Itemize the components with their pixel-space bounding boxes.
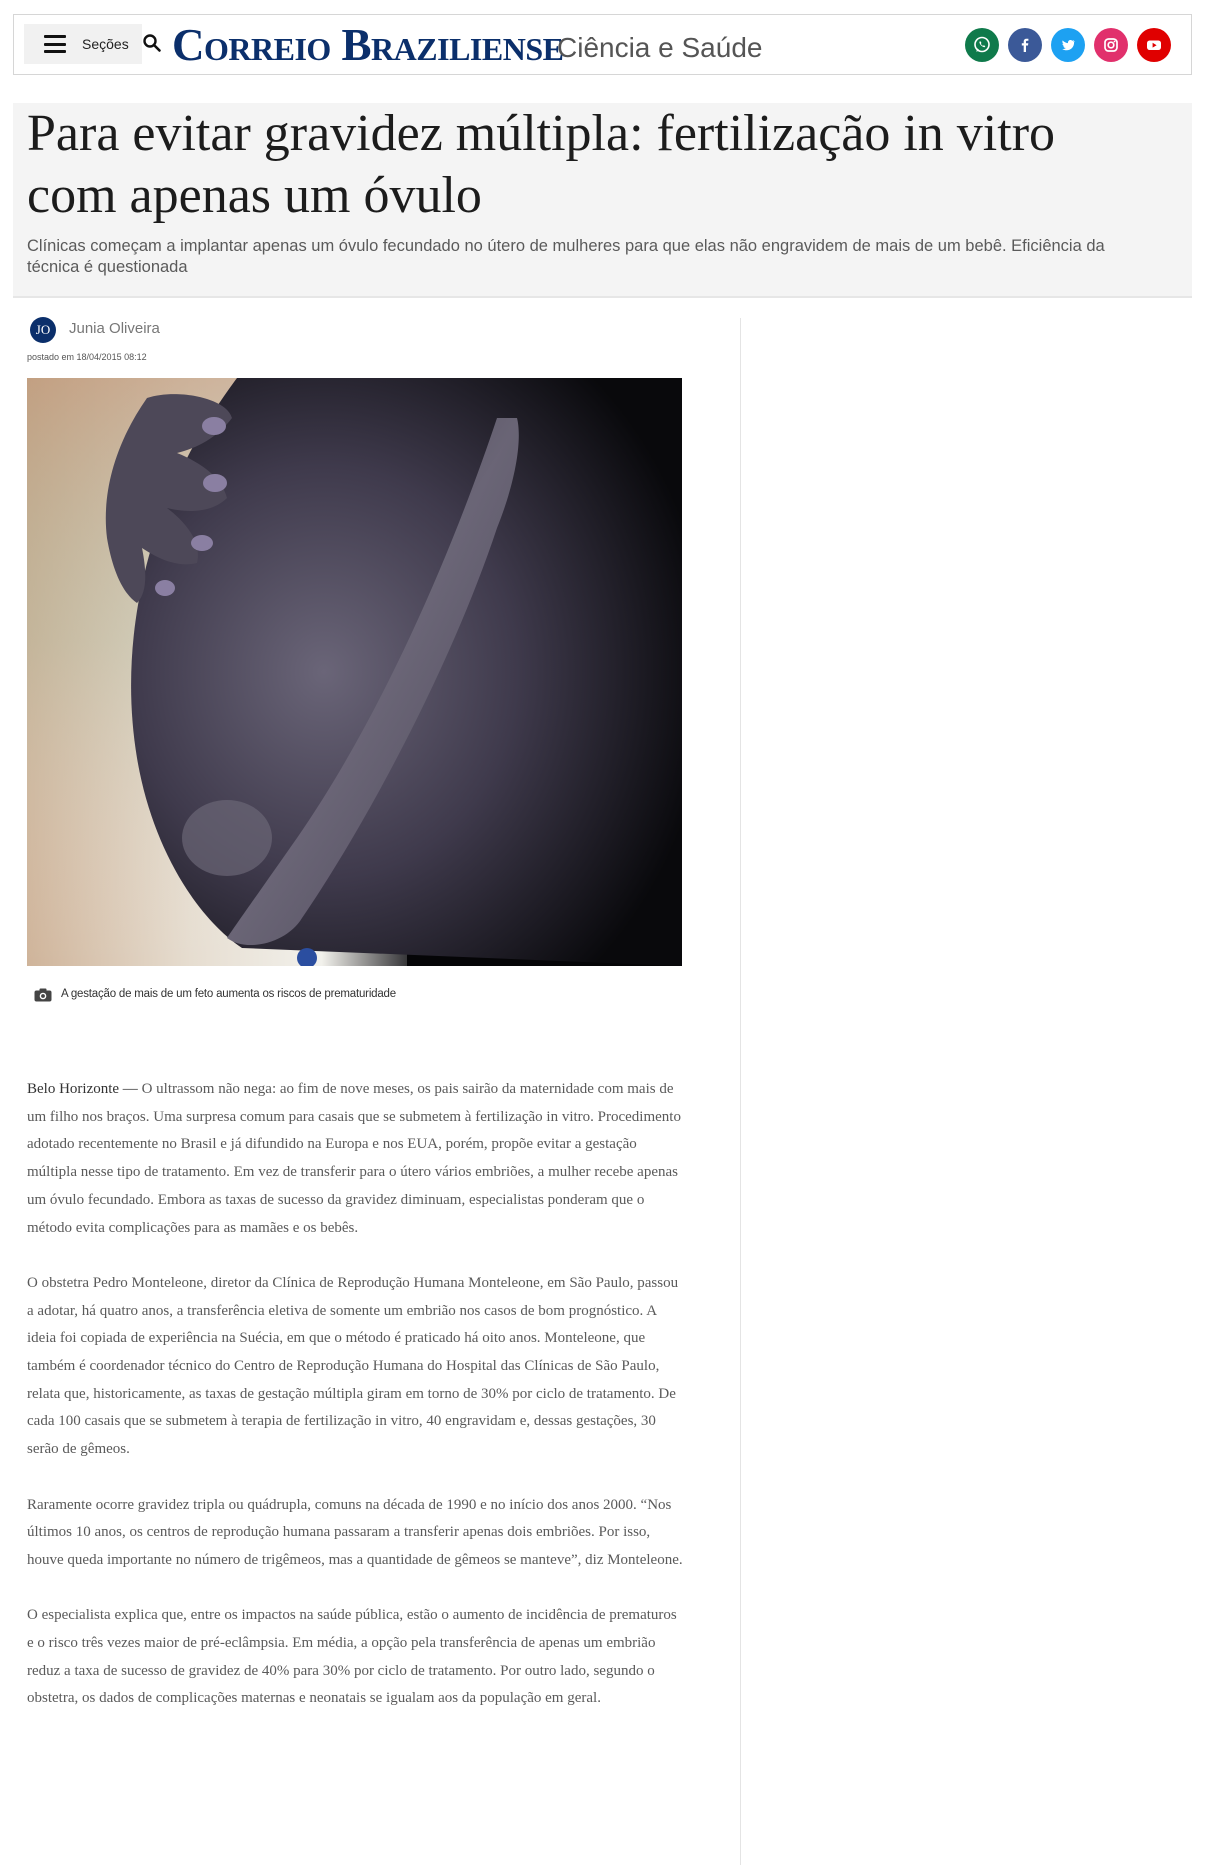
paragraph [27, 1076, 687, 1242]
paragraph: O obstetra Pedro Monteleone, diretor da Clínica de Reprodução Humana Monteleone, em São Paulo, passou a adotar, há quatro anos, a transferência eletiva de somente um embrião nos casos de bom prognóstico. A ideia foi copiada de experiência na Suécia, em que o método é praticado há oito anos. Monteleone, que também é coordenador técnico do Centro de Reprodução Humana do Hospital das Clínicas de São Paulo, relata que, historicamente, as taxas de gestação múltipla giram em torno de 30% por ciclo de tratamento. De cada 100 casais que se submetem à terapia de fertilização in vitro, 40 engravidam e, dessas gestações, 30 serão de gêmeos. [27, 1274, 679, 1458]
paragraph: O especialista explica que, entre os impactos na saúde pública, estão o aumento de incidência de prematuros e o risco três vezes maior de pré-eclâmpsia. Em média, a opção pela transferência de apenas um embrião reduz a taxa de sucesso de gravidez de 40% para 30% por ciclo de tratamento. Por outro lado, segundo o obstetra, os dados de complicações maternas e neonatais se igualam aos da população em geral. [27, 1607, 677, 1707]
author-avatar[interactable]: JO [30, 317, 56, 343]
paragraph-text: O ultrassom não nega: ao fim de nove meses, os pais sairão da maternidade com mais de um filho nos braços. Uma surpresa comum para casais que se submetem à fertilização in vitro. Procedimento adotado recentemente no Brasil e já difundido na Europa e nos EUA, porém, propõe evitar a gestação múltipla nesse tipo de tratamento. Em vez de transferir para o útero vários embriões, a mulher recebe apenas um óvulo fecundado. Embora as taxas de sucesso da gravidez diminuam, especialistas ponderam que o método evita complicações para as mamães e os bebês. [27, 1081, 681, 1236]
sections-menu-button[interactable] [24, 24, 142, 64]
instagram-icon[interactable] [1094, 28, 1128, 62]
whatsapp-icon[interactable] [965, 28, 999, 62]
site-header [13, 14, 1192, 75]
section-title[interactable]: Ciência e Saúde [557, 32, 763, 63]
article-title: Para evitar gravidez múltipla: fertilização in vitro com apenas um óvulo [27, 105, 1056, 224]
article-subtitle: Clínicas começam a implantar apenas um óvulo fecundado no útero de mulheres para que elas não engravidem de mais de um bebê. Eficiência da técnica é questionada [27, 237, 1105, 276]
paragraph: Raramente ocorre gravidez tripla ou quádrupla, comuns na década de 1990 e no início dos anos 2000. “Nos últimos 10 anos, os centros de reprodução humana passaram a transferir apenas dois embriões. Por isso, houve queda importante no número de trigêmeos, mas a quantidade de gêmeos se manteve”, diz Monteleone. [27, 1496, 683, 1568]
article-photo [27, 378, 682, 966]
photo-caption: A gestação de mais de um feto aumenta os riscos de prematuridade [61, 988, 396, 1000]
column-divider [740, 318, 741, 1865]
site-logo[interactable]: Correio Braziliense [172, 20, 564, 70]
youtube-icon[interactable] [1137, 28, 1171, 62]
dateline: Belo Horizonte — [27, 1081, 138, 1097]
sections-menu-label: Seções [82, 36, 129, 52]
article-body [27, 1076, 687, 1741]
twitter-icon[interactable] [1051, 28, 1085, 62]
article-header [13, 103, 1192, 298]
search-icon[interactable] [141, 32, 163, 54]
author-name[interactable]: Junia Oliveira [69, 320, 160, 337]
hamburger-menu-icon [44, 35, 66, 53]
facebook-icon[interactable] [1008, 28, 1042, 62]
post-date: postado em 18/04/2015 08:12 [27, 352, 147, 362]
camera-icon [34, 988, 52, 1002]
